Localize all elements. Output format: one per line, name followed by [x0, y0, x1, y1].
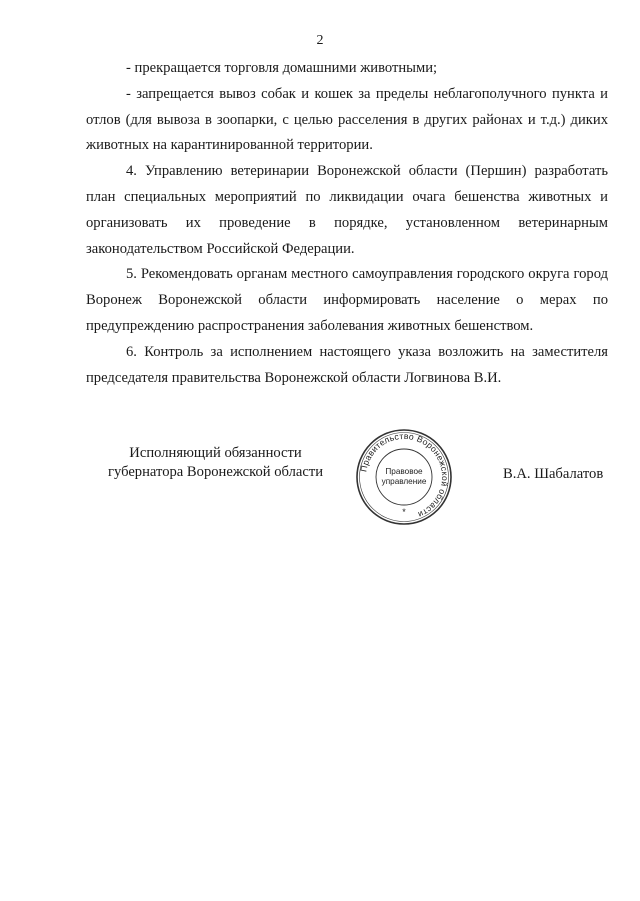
signatory-title-line-2: губернатора Воронежской области: [108, 464, 324, 480]
document-body: [86, 56, 608, 391]
page-number: 2: [316, 33, 324, 48]
signatory-title: [108, 444, 323, 482]
stamp-center-line-2: управление: [381, 477, 427, 486]
paragraph-pet-trade: - прекращается торговля домашними животными;: [126, 60, 438, 76]
signatory-name: В.А. Шабалатов: [503, 466, 604, 482]
signatory-title-line-1: Исполняющий обязанности: [129, 445, 302, 461]
stamp-star: *: [402, 507, 406, 517]
paragraph-item-4: 4. Управлению ветеринарии Воронежской области (Першин) разработать план специальных мероприятий по ликвидации очага бешенства животных и организовать их проведение в порядке, установленном ветеринарным законодательством Российской Федерации.: [86, 163, 608, 257]
paragraph-item-5: 5. Рекомендовать органам местного самоуправления городского округа город Воронеж Воронежской области информировать население о мерах по предупреждению распространения заболевания животных бешенством.: [86, 266, 608, 334]
stamp-center-line-1: Правовое: [385, 467, 423, 476]
paragraph-export-ban: - запрещается вывоз собак и кошек за пределы неблагополучного пункта и отлов (для вывоза в зоопарки, с целью расселения в других районах и т.д.) диких животных на карантинированной территории.: [86, 85, 608, 154]
official-stamp: [354, 427, 454, 527]
paragraph-item-6: 6. Контроль за исполнением настоящего указа возложить на заместителя председателя правительства Воронежской области Логвинова В.И.: [86, 343, 608, 386]
stamp-ring-text: Правительство Воронежской области: [358, 430, 451, 521]
